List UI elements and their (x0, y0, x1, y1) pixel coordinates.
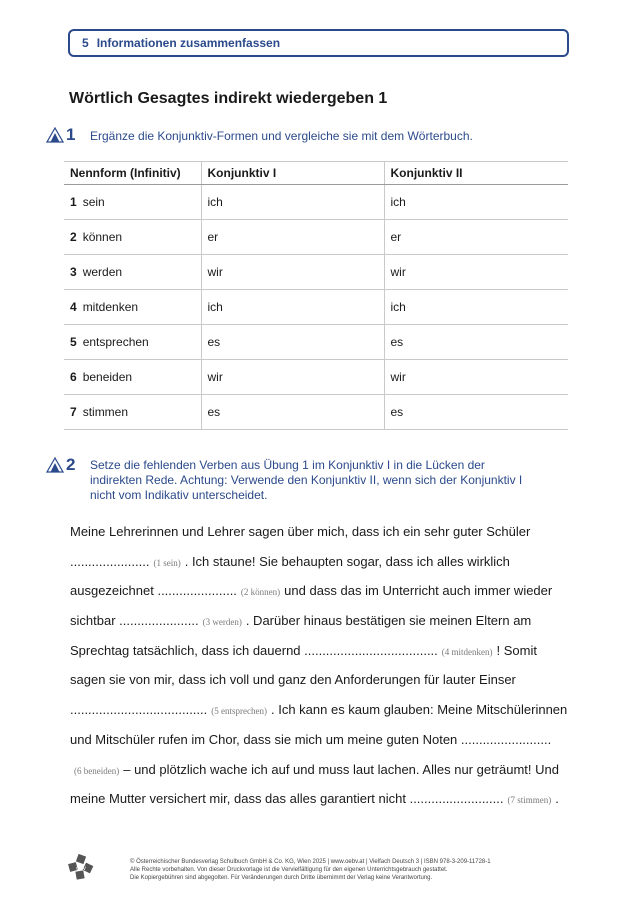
chapter-title: Informationen zusammenfassen (96, 36, 281, 50)
publisher-logo-icon (68, 854, 94, 880)
cloze-text (70, 522, 575, 819)
verb: beneiden (82, 370, 133, 384)
footer-line: © Österreichischer Bundesverlag Schulbuch GmbH & Co. KG, Wien 2025 | www.oebv.at | Vielfach Deutsch 3 | ISBN 978-3-209-11728-1 (130, 859, 491, 865)
konjunktiv-2-cell[interactable]: ich (384, 185, 568, 220)
text-segment: – und plötzlich wache ich auf und muss laut lachen. Alles nur geträumt! Und (123, 761, 559, 777)
footer-line: Die Kopiergebühren sind abgegolten. Für Veränderungen durch Dritte übernimmt der Verlag keine Verantwortung. (130, 875, 433, 881)
gap-hint: (1 sein) (153, 557, 181, 568)
infinitive-cell (64, 395, 201, 430)
konjunktiv-2-cell[interactable]: wir (384, 255, 568, 290)
text-segment: ausgezeichnet ...................... (70, 583, 237, 599)
text-segment: . (555, 791, 559, 807)
text-segment: und dass das im Unterricht auch immer wieder (284, 583, 553, 599)
text-line (70, 641, 575, 671)
row-number: 6 (70, 370, 77, 384)
logo-text: öbv (76, 866, 86, 872)
exercise-instruction (90, 458, 522, 503)
exercise-1-header (46, 126, 473, 144)
konjunktiv-1-cell[interactable]: wir (201, 255, 384, 290)
infinitive-cell (64, 325, 201, 360)
gap-hint: (6 beneiden) (74, 765, 120, 776)
row-number: 3 (70, 265, 77, 279)
text-line (70, 670, 575, 700)
konjunktiv-1-cell[interactable]: ich (201, 185, 384, 220)
row-number: 7 (70, 405, 77, 419)
column-header: Konjunktiv II (384, 162, 568, 185)
konjunktiv-2-cell[interactable]: wir (384, 360, 568, 395)
text-segment: Sprechtag tatsächlich, dass ich dauernd ..................................... (70, 642, 438, 658)
chapter-number: 5 (82, 36, 89, 50)
difficulty-triangle-icon (46, 127, 64, 143)
konjunktiv-1-cell[interactable]: wir (201, 360, 384, 395)
infinitive-cell (64, 185, 201, 220)
instruction-line: nicht vom Indikativ unterscheidet. (90, 488, 268, 502)
text-segment: meine Mutter versichert mir, dass das alles garantiert nicht .......................... (70, 791, 504, 807)
exercise-instruction: Ergänze die Konjunktiv-Formen und vergleiche sie mit dem Wörterbuch. (90, 129, 473, 143)
konjunktiv-2-cell[interactable]: er (384, 220, 568, 255)
table-row (64, 395, 568, 430)
text-line (70, 789, 575, 819)
page-title: Wörtlich Gesagtes indirekt wiedergeben 1 (69, 90, 388, 107)
table-header-row (64, 162, 568, 185)
gap-hint: (3 werden) (202, 617, 242, 628)
table-row (64, 185, 568, 220)
table-row (64, 290, 568, 325)
verb: stimmen (82, 405, 129, 419)
konjunktiv-1-cell[interactable]: es (201, 325, 384, 360)
text-line (70, 700, 575, 730)
konjunktiv-1-cell[interactable]: es (201, 395, 384, 430)
konjunktiv-1-cell[interactable]: er (201, 220, 384, 255)
gap-hint: (5 entsprechen) (211, 706, 267, 717)
footer-line: Alle Rechte vorbehalten. Von dieser Druckvorlage ist die Vervielfältigung für den eigenen Unterrichtsgebrauch gestattet. (130, 867, 448, 873)
text-line (70, 522, 575, 552)
table-row (64, 325, 568, 360)
row-number: 1 (70, 195, 77, 209)
text-segment: . Darüber hinaus bestätigen sie meinen Eltern am (245, 613, 532, 629)
konjunktiv-table (64, 161, 568, 430)
difficulty-triangle-icon (46, 457, 64, 473)
text-segment: . Ich staune! Sie behaupten sogar, dass ich alles wirklich (184, 553, 510, 569)
verb: werden (82, 265, 123, 279)
text-segment: und Mitschüler rufen im Chor, dass sie mich um meine guten Noten ......................... (70, 731, 552, 747)
konjunktiv-1-cell[interactable]: ich (201, 290, 384, 325)
verb: entsprechen (82, 335, 149, 349)
table-row (64, 360, 568, 395)
text-line (70, 581, 575, 611)
exercise-number: 2 (66, 455, 76, 474)
footer (130, 858, 491, 882)
instruction-line: indirekten Rede. Achtung: Verwende den Konjunktiv II, wenn sich der Konjunktiv I (90, 473, 523, 487)
text-segment: ! Somit (496, 642, 537, 658)
verb: mitdenken (82, 300, 139, 314)
konjunktiv-2-cell[interactable]: es (384, 395, 568, 430)
infinitive-cell (64, 290, 201, 325)
text-line (70, 760, 575, 790)
text-segment: . Ich kann es kaum glauben: Meine Mitschülerinnen (270, 702, 568, 718)
exercise-2-header (46, 456, 522, 503)
text-segment: sagen sie von mir, dass ich voll und ganz den Anforderungen für lauter Einser (70, 672, 516, 688)
text-segment: Meine Lehrerinnen und Lehrer sagen über mich, dass ich ein sehr guter Schüler (70, 524, 531, 539)
chapter-header (68, 29, 569, 57)
row-number: 2 (70, 230, 77, 244)
table-row (64, 255, 568, 290)
row-number: 5 (70, 335, 77, 349)
text-line (70, 552, 575, 582)
instruction-line: Setze die fehlenden Verben aus Übung 1 im Konjunktiv I in die Lücken der (90, 458, 485, 472)
infinitive-cell (64, 255, 201, 290)
verb: können (82, 230, 123, 244)
text-segment: ...................................... (70, 702, 208, 718)
column-header: Konjunktiv I (201, 162, 384, 185)
gap-hint: (7 stimmen) (507, 795, 552, 806)
gap-hint: (4 mitdenken) (441, 646, 493, 657)
row-number: 4 (70, 300, 77, 314)
text-segment: sichtbar ...................... (70, 613, 199, 629)
gap-hint: (2 können) (240, 587, 281, 598)
column-header: Nennform (Infinitiv) (64, 162, 201, 185)
exercise-number: 1 (66, 125, 76, 144)
infinitive-cell (64, 220, 201, 255)
text-segment: ...................... (70, 553, 150, 569)
text-line (70, 611, 575, 641)
konjunktiv-2-cell[interactable]: ich (384, 290, 568, 325)
text-line (70, 730, 575, 760)
konjunktiv-2-cell[interactable]: es (384, 325, 568, 360)
table-row (64, 220, 568, 255)
verb: sein (82, 195, 105, 209)
infinitive-cell (64, 360, 201, 395)
